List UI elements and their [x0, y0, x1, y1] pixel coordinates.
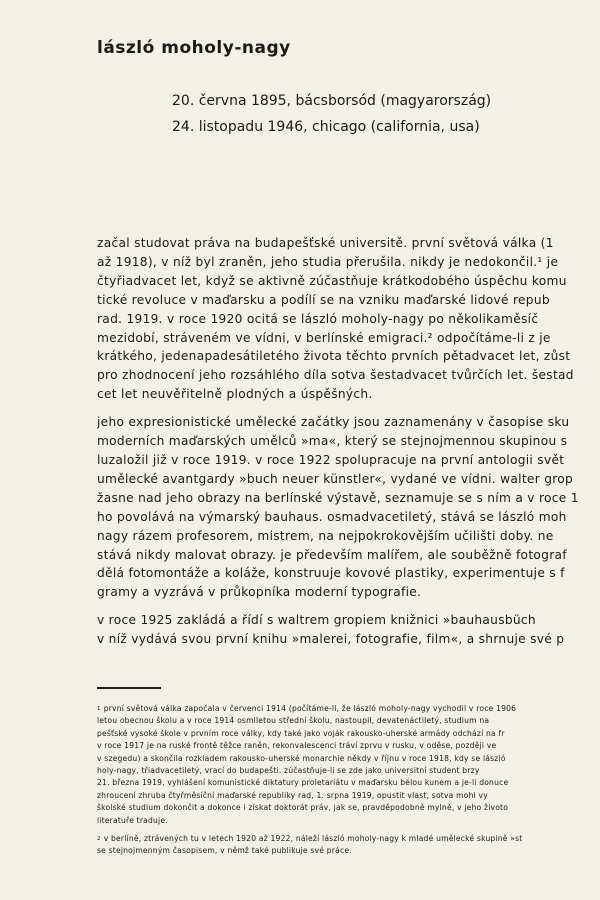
life-dates: [172, 88, 491, 140]
paragraph: začal studovat práva na budapešťské universitě. první světová válka (1 až 1918), v níž byl zraněn, jeho studia přerušila. nikdy je nedokončil.¹ je čtyřiadvacet let, když se aktivně zúčastňuje krátkodobého úspěchu komu tické revoluce v maďarsku a podílí se na vzniku maďarské lidové repub rad. 1919. v roce 1920 ocitá se lászló moholy-nagy po několikaměsíč mezidobí, stráveném ve vídni, v berlínské emigraci.² odpočítáme-li z je krátkého, jedenapadesátiletého života těchto prvních pětadvacet let, zůst pro zhodnocení jeho rozsáhlého díla sotva šestadvacet tvůrčích let. šestad cet let neuvěřitelně plodných a úspěšných.: [97, 236, 574, 402]
footnote: [97, 833, 600, 858]
footnote-mark: 2: [97, 836, 101, 843]
footnote-rule: [97, 687, 161, 689]
death-date-line: 24. listopadu 1946, chicago (california, usa): [172, 119, 480, 135]
birth-date-line: 20. června 1895, bácsborsód (magyarország): [172, 93, 492, 109]
footnote-mark: 1: [97, 706, 101, 712]
page-title: lászló moholy-nagy: [97, 38, 291, 58]
footnote: [97, 703, 600, 827]
footnote-text: v berlíně, ztrávených tu v letech 1920 až 1922, náleží lászló moholy-nagy k mladé umělecké skupině »st se stejnojmenným časopisem, v němž také publikuje své práce.: [97, 834, 523, 856]
body-text: [97, 234, 600, 658]
paragraph: v roce 1925 zakládá a řídí s waltrem gropiem knižnici »bauhausbüch v níž vydává svou první knihu »malerei, fotografie, film«, a shrnuje své p: [97, 613, 565, 647]
footnotes: [97, 703, 600, 864]
paragraph: jeho expresionistické umělecké začátky jsou zaznamenány v časopise sku moderních maďarských umělců »ma«, který se stejnojmennou skupinou s luzaložil již v roce 1919. v roce 1922 spolupracuje na první antologii svět umělecké avantgardy »buch neuer künstler«, vydané ve vídni. walter grop žasne nad jeho obrazy na berlínské výstavě, seznamuje se s ním a v roce 1 ho povolává na výmarský bauhaus. osmadvacetiletý, stává se lászló moh nagy rázem profesorem, mistrem, na nejpokrokovějším učilišti doby. ne stává nikdy malovat obrazy. je především malířem, ale souběžně fotograf dělá fotomontáže a koláže, konstruuje kovové plastiky, experimentuje s f gramy a vyzrává v průkopníka moderní typografie.: [97, 415, 579, 600]
footnote-text: první světová válka započala v červenci 1914 (počítáme-li, že lászló moholy-nagy vychodil v roce 1906 letou obecnou školu a v roce 1914 osmiletou střední školu, nastoupil, devatenáctiletý, studium na pešťské vysoké škole v prvním roce války, kdy také jako voják rakousko-uherské armády odchází na fr v roce 1917 je na ruské frontě těžce raněn, rekonvalescenci tráví zprvu v rusku, v oděse, později ve v szegedu) a skončila rozkladem rakousko-uherské monarchie někdy v říjnu v roce 1918, kdy se lászló holy-nagy, třiadvacetiletý, vrací do budapešti. zúčastňuje-li se zde jako universitní student brzy 21. března 1919, vyhlášení komunistické diktatury proletariátu v maďarsku bélou kunem a je-li donuce zhroucení zhruba čtyřměsíční maďarské republiky rad, 1. srpna 1919, opustit vlast, sotva mohl vy školské studium dokončit a dokonce i získat doktorát práv, jak se, pravděpodobně mylně, v jeho životo literatuře traduje.: [97, 704, 517, 825]
